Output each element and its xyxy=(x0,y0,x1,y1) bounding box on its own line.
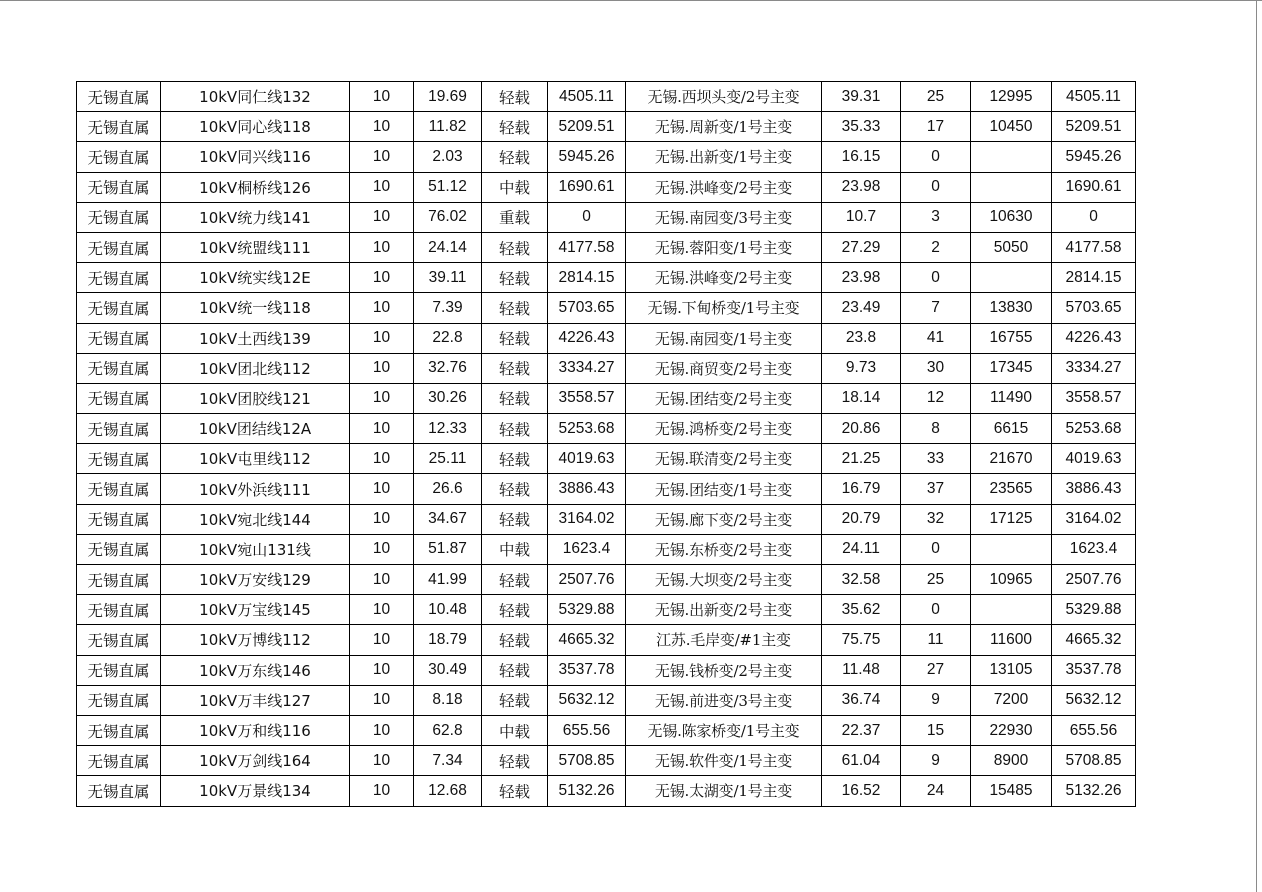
cell-user-capacity: 17125 xyxy=(971,504,1052,534)
cell-load-status: 轻载 xyxy=(482,414,548,444)
cell-user-capacity: 10965 xyxy=(971,565,1052,595)
cell-user-capacity: 17345 xyxy=(971,353,1052,383)
cell-transformer-rate: 36.74 xyxy=(822,685,901,715)
cell-load-rate: 51.12 xyxy=(414,172,482,202)
cell-substation: 无锡.钱桥变/2号主变 xyxy=(626,655,822,685)
cell-load-rate: 41.99 xyxy=(414,565,482,595)
cell-transformer-rate: 27.29 xyxy=(822,232,901,262)
cell-transformer-rate: 20.79 xyxy=(822,504,901,534)
cell-load-status: 轻载 xyxy=(482,383,548,413)
cell-org: 无锡直属 xyxy=(77,715,161,745)
cell-capacity: 4019.63 xyxy=(548,444,626,474)
cell-available: 3558.57 xyxy=(1052,383,1136,413)
cell-substation: 江苏.毛岸变/#1主变 xyxy=(626,625,822,655)
cell-available: 0 xyxy=(1052,202,1136,232)
cell-line-name: 10kV统盟线111 xyxy=(161,232,350,262)
cell-available: 4226.43 xyxy=(1052,323,1136,353)
cell-load-rate: 62.8 xyxy=(414,715,482,745)
cell-org: 无锡直属 xyxy=(77,82,161,112)
cell-available: 4177.58 xyxy=(1052,232,1136,262)
table-row xyxy=(77,534,1136,564)
cell-capacity: 5253.68 xyxy=(548,414,626,444)
table-row xyxy=(77,353,1136,383)
cell-voltage: 10 xyxy=(350,82,414,112)
cell-available: 655.56 xyxy=(1052,715,1136,745)
cell-transformer-rate: 75.75 xyxy=(822,625,901,655)
cell-org: 无锡直属 xyxy=(77,776,161,806)
cell-available: 4665.32 xyxy=(1052,625,1136,655)
cell-capacity: 5329.88 xyxy=(548,595,626,625)
cell-voltage: 10 xyxy=(350,353,414,383)
table-row xyxy=(77,142,1136,172)
cell-available: 5708.85 xyxy=(1052,746,1136,776)
table-row xyxy=(77,595,1136,625)
table-row xyxy=(77,172,1136,202)
cell-available: 5703.65 xyxy=(1052,293,1136,323)
cell-org: 无锡直属 xyxy=(77,142,161,172)
cell-substation: 无锡.下甸桥变/1号主变 xyxy=(626,293,822,323)
cell-user-capacity: 11600 xyxy=(971,625,1052,655)
cell-substation: 无锡.团结变/2号主变 xyxy=(626,383,822,413)
cell-capacity: 655.56 xyxy=(548,715,626,745)
cell-user-count: 41 xyxy=(901,323,971,353)
table-row xyxy=(77,232,1136,262)
cell-voltage: 10 xyxy=(350,565,414,595)
cell-substation: 无锡.东桥变/2号主变 xyxy=(626,534,822,564)
cell-load-rate: 32.76 xyxy=(414,353,482,383)
cell-capacity: 4177.58 xyxy=(548,232,626,262)
cell-org: 无锡直属 xyxy=(77,414,161,444)
cell-voltage: 10 xyxy=(350,746,414,776)
cell-load-status: 中载 xyxy=(482,715,548,745)
cell-org: 无锡直属 xyxy=(77,323,161,353)
cell-voltage: 10 xyxy=(350,112,414,142)
cell-load-rate: 30.49 xyxy=(414,655,482,685)
cell-user-capacity xyxy=(971,263,1052,293)
cell-voltage: 10 xyxy=(350,293,414,323)
cell-load-rate: 76.02 xyxy=(414,202,482,232)
table-row xyxy=(77,504,1136,534)
table-row xyxy=(77,323,1136,353)
cell-transformer-rate: 16.52 xyxy=(822,776,901,806)
cell-transformer-rate: 21.25 xyxy=(822,444,901,474)
cell-substation: 无锡.联清变/2号主变 xyxy=(626,444,822,474)
cell-capacity: 1690.61 xyxy=(548,172,626,202)
cell-user-capacity: 15485 xyxy=(971,776,1052,806)
cell-transformer-rate: 22.37 xyxy=(822,715,901,745)
cell-user-capacity: 23565 xyxy=(971,474,1052,504)
cell-user-count: 9 xyxy=(901,685,971,715)
cell-user-capacity: 21670 xyxy=(971,444,1052,474)
cell-org: 无锡直属 xyxy=(77,625,161,655)
cell-user-capacity xyxy=(971,595,1052,625)
table-row xyxy=(77,474,1136,504)
cell-available: 2507.76 xyxy=(1052,565,1136,595)
cell-available: 4019.63 xyxy=(1052,444,1136,474)
cell-available: 1690.61 xyxy=(1052,172,1136,202)
cell-org: 无锡直属 xyxy=(77,112,161,142)
cell-transformer-rate: 35.33 xyxy=(822,112,901,142)
cell-load-rate: 19.69 xyxy=(414,82,482,112)
cell-user-capacity: 6615 xyxy=(971,414,1052,444)
cell-load-status: 轻载 xyxy=(482,625,548,655)
cell-line-name: 10kV团胶线121 xyxy=(161,383,350,413)
cell-line-name: 10kV万剑线164 xyxy=(161,746,350,776)
page-top-border xyxy=(0,0,1262,1)
cell-org: 无锡直属 xyxy=(77,202,161,232)
cell-org: 无锡直属 xyxy=(77,746,161,776)
cell-user-count: 3 xyxy=(901,202,971,232)
cell-voltage: 10 xyxy=(350,414,414,444)
cell-load-rate: 25.11 xyxy=(414,444,482,474)
cell-line-name: 10kV团结线12A xyxy=(161,414,350,444)
cell-load-rate: 24.14 xyxy=(414,232,482,262)
cell-voltage: 10 xyxy=(350,534,414,564)
cell-user-count: 0 xyxy=(901,142,971,172)
cell-transformer-rate: 39.31 xyxy=(822,82,901,112)
cell-voltage: 10 xyxy=(350,776,414,806)
cell-voltage: 10 xyxy=(350,232,414,262)
cell-voltage: 10 xyxy=(350,323,414,353)
cell-user-count: 37 xyxy=(901,474,971,504)
cell-substation: 无锡.蓉阳变/1号主变 xyxy=(626,232,822,262)
cell-capacity: 2814.15 xyxy=(548,263,626,293)
cell-user-capacity: 12995 xyxy=(971,82,1052,112)
cell-user-count: 8 xyxy=(901,414,971,444)
cell-user-count: 0 xyxy=(901,172,971,202)
cell-substation: 无锡.软件变/1号主变 xyxy=(626,746,822,776)
cell-line-name: 10kV统实线12E xyxy=(161,263,350,293)
cell-load-rate: 34.67 xyxy=(414,504,482,534)
cell-voltage: 10 xyxy=(350,383,414,413)
cell-available: 5132.26 xyxy=(1052,776,1136,806)
cell-substation: 无锡.团结变/1号主变 xyxy=(626,474,822,504)
cell-available: 3537.78 xyxy=(1052,655,1136,685)
cell-capacity: 5703.65 xyxy=(548,293,626,323)
cell-voltage: 10 xyxy=(350,142,414,172)
table-row xyxy=(77,776,1136,806)
cell-user-capacity xyxy=(971,142,1052,172)
table-row xyxy=(77,655,1136,685)
cell-line-name: 10kV同心线118 xyxy=(161,112,350,142)
cell-capacity: 5209.51 xyxy=(548,112,626,142)
cell-available: 5329.88 xyxy=(1052,595,1136,625)
cell-available: 3886.43 xyxy=(1052,474,1136,504)
cell-line-name: 10kV屯里线112 xyxy=(161,444,350,474)
cell-line-name: 10kV万景线134 xyxy=(161,776,350,806)
cell-capacity: 5945.26 xyxy=(548,142,626,172)
cell-load-rate: 39.11 xyxy=(414,263,482,293)
cell-user-capacity xyxy=(971,172,1052,202)
cell-org: 无锡直属 xyxy=(77,172,161,202)
cell-line-name: 10kV宛山131线 xyxy=(161,534,350,564)
cell-load-rate: 30.26 xyxy=(414,383,482,413)
cell-user-capacity: 11490 xyxy=(971,383,1052,413)
cell-transformer-rate: 16.79 xyxy=(822,474,901,504)
cell-substation: 无锡.大坝变/2号主变 xyxy=(626,565,822,595)
cell-line-name: 10kV桐桥线126 xyxy=(161,172,350,202)
cell-user-capacity: 7200 xyxy=(971,685,1052,715)
cell-capacity: 1623.4 xyxy=(548,534,626,564)
cell-capacity: 5632.12 xyxy=(548,685,626,715)
cell-line-name: 10kV团北线112 xyxy=(161,353,350,383)
cell-substation: 无锡.鸿桥变/2号主变 xyxy=(626,414,822,444)
cell-org: 无锡直属 xyxy=(77,655,161,685)
cell-voltage: 10 xyxy=(350,625,414,655)
cell-load-status: 轻载 xyxy=(482,655,548,685)
cell-load-status: 轻载 xyxy=(482,504,548,534)
cell-load-status: 轻载 xyxy=(482,746,548,776)
cell-user-count: 32 xyxy=(901,504,971,534)
table-row xyxy=(77,82,1136,112)
cell-user-count: 11 xyxy=(901,625,971,655)
cell-available: 5632.12 xyxy=(1052,685,1136,715)
cell-transformer-rate: 18.14 xyxy=(822,383,901,413)
cell-load-status: 轻载 xyxy=(482,263,548,293)
cell-transformer-rate: 23.49 xyxy=(822,293,901,323)
cell-capacity: 4665.32 xyxy=(548,625,626,655)
cell-transformer-rate: 23.98 xyxy=(822,263,901,293)
cell-available: 5945.26 xyxy=(1052,142,1136,172)
cell-user-capacity: 13105 xyxy=(971,655,1052,685)
table-row xyxy=(77,715,1136,745)
cell-available: 5209.51 xyxy=(1052,112,1136,142)
cell-org: 无锡直属 xyxy=(77,353,161,383)
table-row xyxy=(77,383,1136,413)
cell-user-count: 0 xyxy=(901,595,971,625)
cell-available: 3334.27 xyxy=(1052,353,1136,383)
cell-user-count: 2 xyxy=(901,232,971,262)
cell-user-capacity: 13830 xyxy=(971,293,1052,323)
table-row xyxy=(77,293,1136,323)
cell-transformer-rate: 10.7 xyxy=(822,202,901,232)
cell-load-rate: 10.48 xyxy=(414,595,482,625)
cell-user-count: 12 xyxy=(901,383,971,413)
cell-substation: 无锡.西坝头变/2号主变 xyxy=(626,82,822,112)
cell-org: 无锡直属 xyxy=(77,444,161,474)
cell-line-name: 10kV万安线129 xyxy=(161,565,350,595)
cell-org: 无锡直属 xyxy=(77,595,161,625)
cell-user-count: 15 xyxy=(901,715,971,745)
cell-load-status: 轻载 xyxy=(482,142,548,172)
cell-load-status: 轻载 xyxy=(482,293,548,323)
cell-org: 无锡直属 xyxy=(77,565,161,595)
table-row xyxy=(77,625,1136,655)
cell-org: 无锡直属 xyxy=(77,263,161,293)
cell-substation: 无锡.洪峰变/2号主变 xyxy=(626,172,822,202)
cell-load-rate: 22.8 xyxy=(414,323,482,353)
cell-transformer-rate: 16.15 xyxy=(822,142,901,172)
cell-load-rate: 2.03 xyxy=(414,142,482,172)
cell-load-rate: 18.79 xyxy=(414,625,482,655)
cell-available: 1623.4 xyxy=(1052,534,1136,564)
cell-transformer-rate: 23.98 xyxy=(822,172,901,202)
cell-load-status: 轻载 xyxy=(482,323,548,353)
cell-user-capacity: 8900 xyxy=(971,746,1052,776)
cell-user-capacity: 10450 xyxy=(971,112,1052,142)
cell-capacity: 0 xyxy=(548,202,626,232)
cell-user-capacity: 16755 xyxy=(971,323,1052,353)
cell-capacity: 3164.02 xyxy=(548,504,626,534)
cell-transformer-rate: 9.73 xyxy=(822,353,901,383)
cell-load-status: 中载 xyxy=(482,172,548,202)
page-right-border xyxy=(1256,0,1257,892)
cell-org: 无锡直属 xyxy=(77,474,161,504)
table-row xyxy=(77,414,1136,444)
cell-capacity: 5708.85 xyxy=(548,746,626,776)
cell-voltage: 10 xyxy=(350,474,414,504)
table-body xyxy=(77,82,1136,807)
cell-user-count: 7 xyxy=(901,293,971,323)
cell-transformer-rate: 23.8 xyxy=(822,323,901,353)
cell-load-rate: 11.82 xyxy=(414,112,482,142)
cell-line-name: 10kV万博线112 xyxy=(161,625,350,655)
cell-line-name: 10kV宛北线144 xyxy=(161,504,350,534)
table-row xyxy=(77,565,1136,595)
cell-capacity: 3558.57 xyxy=(548,383,626,413)
cell-voltage: 10 xyxy=(350,504,414,534)
cell-load-status: 轻载 xyxy=(482,565,548,595)
cell-load-status: 轻载 xyxy=(482,353,548,383)
cell-line-name: 10kV万和线116 xyxy=(161,715,350,745)
cell-capacity: 3537.78 xyxy=(548,655,626,685)
cell-available: 3164.02 xyxy=(1052,504,1136,534)
cell-substation: 无锡.商贸变/2号主变 xyxy=(626,353,822,383)
cell-transformer-rate: 32.58 xyxy=(822,565,901,595)
cell-available: 5253.68 xyxy=(1052,414,1136,444)
cell-line-name: 10kV统力线141 xyxy=(161,202,350,232)
cell-line-name: 10kV万宝线145 xyxy=(161,595,350,625)
data-table xyxy=(76,81,1136,807)
cell-line-name: 10kV土西线139 xyxy=(161,323,350,353)
cell-voltage: 10 xyxy=(350,263,414,293)
cell-capacity: 4505.11 xyxy=(548,82,626,112)
cell-available: 2814.15 xyxy=(1052,263,1136,293)
cell-substation: 无锡.太湖变/1号主变 xyxy=(626,776,822,806)
cell-load-status: 轻载 xyxy=(482,232,548,262)
cell-load-rate: 8.18 xyxy=(414,685,482,715)
cell-load-status: 轻载 xyxy=(482,444,548,474)
cell-line-name: 10kV统一线118 xyxy=(161,293,350,323)
cell-user-capacity: 22930 xyxy=(971,715,1052,745)
cell-substation: 无锡.陈家桥变/1号主变 xyxy=(626,715,822,745)
cell-transformer-rate: 35.62 xyxy=(822,595,901,625)
cell-user-count: 24 xyxy=(901,776,971,806)
cell-voltage: 10 xyxy=(350,655,414,685)
cell-substation: 无锡.南园变/3号主变 xyxy=(626,202,822,232)
cell-load-status: 轻载 xyxy=(482,474,548,504)
table-row xyxy=(77,444,1136,474)
cell-user-capacity: 10630 xyxy=(971,202,1052,232)
cell-capacity: 3334.27 xyxy=(548,353,626,383)
cell-transformer-rate: 20.86 xyxy=(822,414,901,444)
cell-voltage: 10 xyxy=(350,202,414,232)
cell-line-name: 10kV同兴线116 xyxy=(161,142,350,172)
cell-capacity: 5132.26 xyxy=(548,776,626,806)
cell-load-rate: 7.39 xyxy=(414,293,482,323)
cell-load-status: 轻载 xyxy=(482,776,548,806)
cell-voltage: 10 xyxy=(350,444,414,474)
cell-capacity: 3886.43 xyxy=(548,474,626,504)
cell-user-count: 0 xyxy=(901,263,971,293)
cell-org: 无锡直属 xyxy=(77,232,161,262)
cell-org: 无锡直属 xyxy=(77,504,161,534)
cell-org: 无锡直属 xyxy=(77,534,161,564)
cell-voltage: 10 xyxy=(350,595,414,625)
cell-load-status: 轻载 xyxy=(482,82,548,112)
cell-org: 无锡直属 xyxy=(77,383,161,413)
cell-capacity: 4226.43 xyxy=(548,323,626,353)
cell-org: 无锡直属 xyxy=(77,293,161,323)
cell-load-status: 轻载 xyxy=(482,112,548,142)
table-row xyxy=(77,112,1136,142)
cell-user-capacity xyxy=(971,534,1052,564)
cell-capacity: 2507.76 xyxy=(548,565,626,595)
cell-substation: 无锡.前进变/3号主变 xyxy=(626,685,822,715)
cell-load-rate: 51.87 xyxy=(414,534,482,564)
cell-line-name: 10kV外浜线111 xyxy=(161,474,350,504)
cell-substation: 无锡.南园变/1号主变 xyxy=(626,323,822,353)
cell-user-count: 17 xyxy=(901,112,971,142)
cell-user-count: 9 xyxy=(901,746,971,776)
cell-user-count: 25 xyxy=(901,565,971,595)
cell-transformer-rate: 61.04 xyxy=(822,746,901,776)
cell-user-count: 27 xyxy=(901,655,971,685)
cell-load-status: 中载 xyxy=(482,534,548,564)
cell-load-status: 轻载 xyxy=(482,595,548,625)
cell-line-name: 10kV万丰线127 xyxy=(161,685,350,715)
cell-org: 无锡直属 xyxy=(77,685,161,715)
cell-transformer-rate: 24.11 xyxy=(822,534,901,564)
cell-voltage: 10 xyxy=(350,685,414,715)
table-row xyxy=(77,746,1136,776)
cell-user-count: 30 xyxy=(901,353,971,383)
cell-user-count: 33 xyxy=(901,444,971,474)
cell-voltage: 10 xyxy=(350,715,414,745)
table-row xyxy=(77,202,1136,232)
cell-load-rate: 7.34 xyxy=(414,746,482,776)
cell-load-rate: 26.6 xyxy=(414,474,482,504)
table-row xyxy=(77,685,1136,715)
cell-voltage: 10 xyxy=(350,172,414,202)
cell-user-capacity: 5050 xyxy=(971,232,1052,262)
cell-substation: 无锡.周新变/1号主变 xyxy=(626,112,822,142)
cell-load-rate: 12.68 xyxy=(414,776,482,806)
cell-substation: 无锡.廊下变/2号主变 xyxy=(626,504,822,534)
cell-substation: 无锡.洪峰变/2号主变 xyxy=(626,263,822,293)
cell-user-count: 25 xyxy=(901,82,971,112)
cell-substation: 无锡.出新变/2号主变 xyxy=(626,595,822,625)
cell-load-rate: 12.33 xyxy=(414,414,482,444)
cell-transformer-rate: 11.48 xyxy=(822,655,901,685)
cell-line-name: 10kV同仁线132 xyxy=(161,82,350,112)
cell-load-status: 重载 xyxy=(482,202,548,232)
table-row xyxy=(77,263,1136,293)
cell-load-status: 轻载 xyxy=(482,685,548,715)
cell-available: 4505.11 xyxy=(1052,82,1136,112)
cell-line-name: 10kV万东线146 xyxy=(161,655,350,685)
cell-substation: 无锡.出新变/1号主变 xyxy=(626,142,822,172)
cell-user-count: 0 xyxy=(901,534,971,564)
